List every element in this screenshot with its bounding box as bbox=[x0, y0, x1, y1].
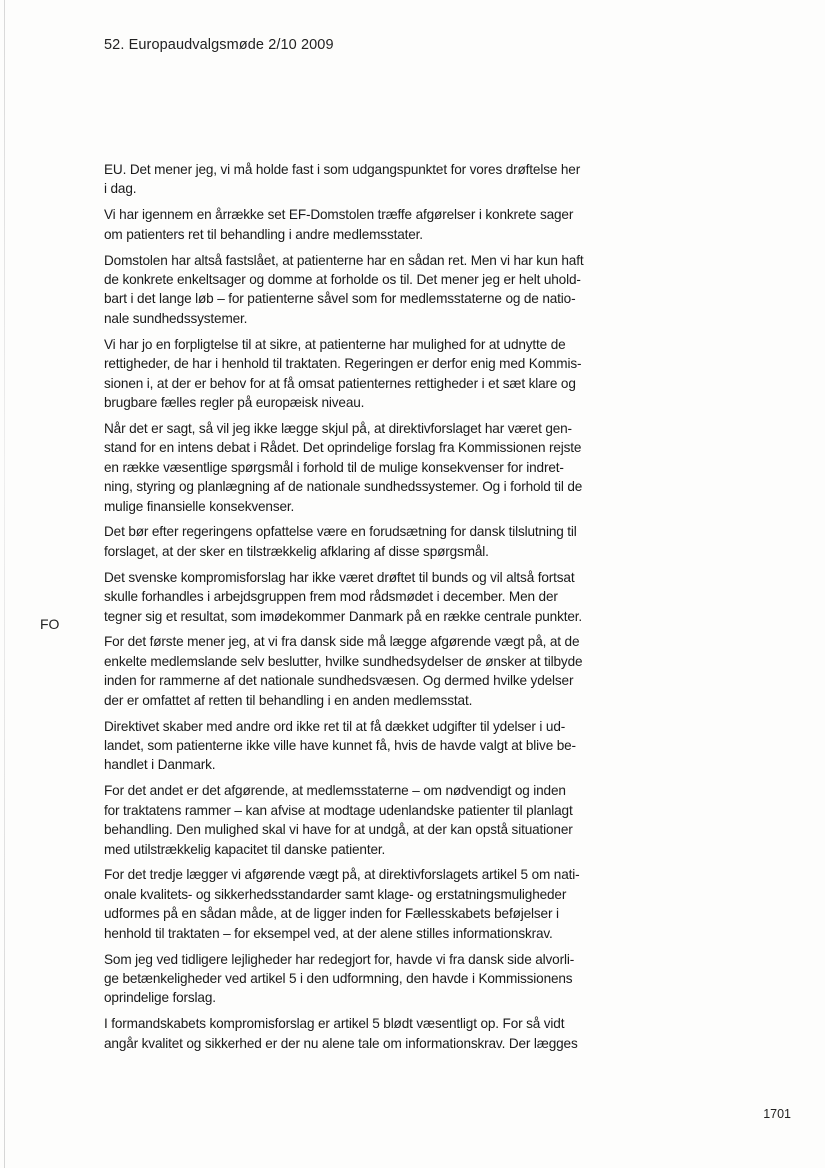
text-line: der er omfattet af retten til behandling i en anden medlemsstat. bbox=[104, 692, 473, 708]
text-line: For det første mener jeg, at vi fra dansk side må lægge afgørende vægt på, at de bbox=[104, 634, 580, 650]
transcript-body bbox=[104, 160, 584, 1060]
text-line: om patienters ret til behandling i andre medlemsstater. bbox=[104, 226, 423, 242]
text-line: Det svenske kompromisforslag har ikke været drøftet til bunds og vil altså fortsat bbox=[104, 569, 575, 585]
page-number: 1701 bbox=[763, 1107, 791, 1121]
scan-edge bbox=[4, 0, 5, 1168]
paragraph bbox=[104, 717, 584, 775]
text-line: tegner sig et resultat, som imødekommer Danmark på en række centrale punkter. bbox=[104, 608, 583, 624]
text-line: bart i det lange løb – for patienterne såvel som for medlemsstaterne og de natio- bbox=[104, 291, 576, 307]
text-line: med utilstrækkelig kapacitet til danske patienter. bbox=[104, 841, 386, 857]
paragraph bbox=[104, 950, 584, 1008]
text-line: Domstolen har altså fastslået, at patienterne har en sådan ret. Men vi har kun haft bbox=[104, 252, 584, 268]
margin-speaker-note: FO bbox=[40, 616, 60, 632]
paragraph bbox=[104, 865, 584, 943]
text-line: ge betænkeligheder ved artikel 5 i den udformning, den havde i Kommissionens bbox=[104, 970, 573, 986]
text-line: henhold til traktaten – for eksempel ved, at der alene stilles informationskrav. bbox=[104, 925, 553, 941]
text-line: handlet i Danmark. bbox=[104, 757, 216, 773]
paragraph bbox=[104, 251, 584, 329]
text-line: Når det er sagt, så vil jeg ikke lægge skjul på, at direktivforslaget har været gen- bbox=[104, 420, 572, 436]
paragraph bbox=[104, 522, 584, 561]
text-line: brugbare fælles regler på europæisk niveau. bbox=[104, 394, 365, 410]
text-line: For det andet er det afgørende, at medlemsstaterne – om nødvendigt og inden bbox=[104, 783, 566, 799]
text-line: Direktivet skaber med andre ord ikke ret til at få dækket udgifter til ydelser i ud- bbox=[104, 718, 566, 734]
text-line: EU. Det mener jeg, vi må holde fast i som udgangspunktet for vores drøftelse her bbox=[104, 162, 581, 177]
text-line: udformes på en sådan måde, at de ligger inden for Fællesskabets beføjelser i bbox=[104, 906, 559, 922]
text-line: de konkrete enkeltsager og domme at forholde os til. Det mener jeg er helt uhold- bbox=[104, 272, 581, 288]
text-line: nale sundhedssystemer. bbox=[104, 310, 248, 326]
text-line: angår kvalitet og sikkerhed er der nu alene tale om informationskrav. Der lægges bbox=[104, 1035, 578, 1051]
text-line: oprindelige forslag. bbox=[104, 990, 216, 1006]
text-line: behandling. Den mulighed skal vi have for at undgå, at der kan opstå situationer bbox=[104, 822, 573, 838]
text-line: enkelte medlemslande selv beslutter, hvilke sundhedsydelser de ønsker at tilbyde bbox=[104, 653, 583, 669]
text-line: en række væsentlige spørgsmål i forhold til de mulige konsekvenser for indret- bbox=[104, 459, 564, 475]
text-line: ning, styring og planlægning af de nationale sundhedssystemer. Og i forhold til de bbox=[104, 479, 583, 495]
text-line: skulle forhandles i arbejdsgruppen frem mod rådsmødet i december. Men der bbox=[104, 589, 558, 605]
text-line: For det tredje lægger vi afgørende vægt på, at direktivforslagets artikel 5 om nati- bbox=[104, 867, 580, 883]
text-line: i dag. bbox=[104, 181, 137, 197]
text-line: onale kvalitets- og sikkerhedsstandarder samt klage- og erstatningsmuligheder bbox=[104, 886, 567, 902]
text-line: I formandskabets kompromisforslag er artikel 5 blødt væsentligt op. For så vidt bbox=[104, 1016, 565, 1032]
paragraph bbox=[104, 419, 584, 516]
text-line: for traktatens rammer – kan afvise at modtage udenlandske patienter til planlagt bbox=[104, 802, 573, 818]
paragraph bbox=[104, 1014, 584, 1053]
paragraph bbox=[104, 781, 584, 859]
text-line: stand for en intens debat i Rådet. Det oprindelige forslag fra Kommissionen rejste bbox=[104, 440, 582, 456]
paragraph bbox=[104, 632, 584, 710]
paragraph bbox=[104, 335, 584, 413]
text-line: mulige finansielle konsekvenser. bbox=[104, 498, 295, 514]
text-line: Det bør efter regeringens opfattelse være en forudsætning for dansk tilslutning til bbox=[104, 524, 577, 540]
text-line: Vi har igennem en årrække set EF-Domstolen træffe afgørelser i konkrete sager bbox=[104, 207, 574, 223]
text-line: sionen i, at der er behov for at få omsat patienternes rettigheder i et sæt klare og bbox=[104, 375, 576, 391]
paragraph bbox=[104, 160, 584, 199]
paragraph bbox=[104, 568, 584, 626]
text-line: rettigheder, de har i henhold til traktaten. Regeringen er derfor enig med Kommis- bbox=[104, 356, 582, 372]
text-line: inden for rammerne af det nationale sundhedsvæsen. Og dermed hvilke ydelser bbox=[104, 673, 574, 689]
text-line: Som jeg ved tidligere lejligheder har redegjort for, havde vi fra dansk side alvorli- bbox=[104, 951, 575, 967]
text-line: Vi har jo en forpligtelse til at sikre, at patienterne har mulighed for at udnytte de bbox=[104, 336, 566, 352]
page-header: 52. Europaudvalgsmøde 2/10 2009 bbox=[104, 37, 334, 53]
paragraph bbox=[104, 205, 584, 244]
text-line: landet, som patienterne ikke ville have kunnet få, hvis de havde valgt at blive be- bbox=[104, 737, 576, 753]
text-line: forslaget, at der sker en tilstrækkelig afklaring af disse spørgsmål. bbox=[104, 543, 489, 559]
